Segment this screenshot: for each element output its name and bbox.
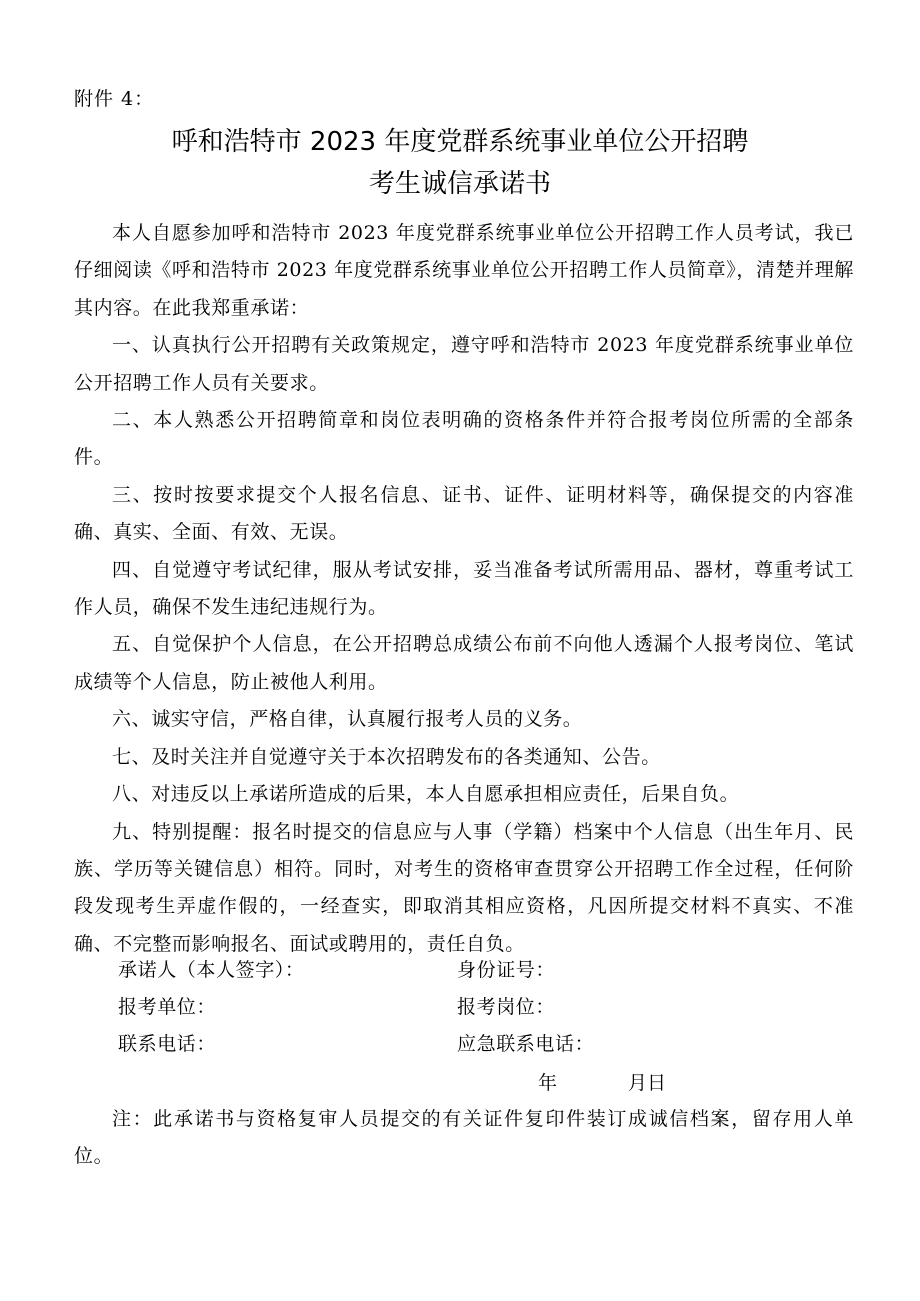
- sign-row-phone: [118, 1031, 818, 1057]
- attachment-label: 附件 4：: [74, 88, 155, 110]
- sign-row-unit: [118, 994, 818, 1020]
- emergency-phone-field-label: 应急联系电话：: [457, 1033, 595, 1055]
- id-number-field-label: 身份证号：: [457, 959, 556, 981]
- commitment-item-4: 四、自觉遵守考试纪律，服从考试安排，妥当准备考试所需用品、器材，尊重考试工作人员，确保不发生违纪违规行为。: [74, 558, 854, 619]
- commitment-item-6: 六、诚实守信，严格自律，认真履行报考人员的义务。: [112, 708, 583, 731]
- intro-paragraph: 本人自愿参加呼和浩特市 2023 年度党群系统事业单位公开招聘工作人员考试，我已仔细阅读《呼和浩特市 2023 年度党群系统事业单位公开招聘工作人员简章》，清楚并理解其内容。在此我郑重承诺：: [74, 222, 854, 319]
- phone-field-label: 联系电话：: [118, 1033, 217, 1055]
- document-title-line-1: 呼和浩特市 2023 年度党群系统事业单位公开招聘: [171, 127, 749, 157]
- note-section: [74, 1101, 854, 1176]
- date-year: 年: [538, 1072, 558, 1094]
- sign-row-signer: [118, 957, 818, 983]
- commitment-item-5: 五、自觉保护个人信息，在公开招聘总成绩公布前不向他人透漏个人报考岗位、笔试成绩等个人信息，防止被他人利用。: [74, 633, 854, 693]
- commitment-item-8: 八、对违反以上承诺所造成的后果，本人自愿承担相应责任，后果自负。: [112, 783, 740, 806]
- date-line: [538, 1070, 666, 1096]
- commitment-item-1: 一、认真执行公开招聘有关政策规定，遵守呼和浩特市 2023 年度党群系统事业单位公开招聘工作人员有关要求。: [74, 334, 854, 394]
- date-month-day: 月日: [628, 1072, 667, 1094]
- commitment-item-3: 三、按时按要求提交个人报名信息、证书、证件、证明材料等，确保提交的内容准确、真实、全面、有效、无误。: [74, 483, 854, 544]
- commitment-item-7: 七、及时关注并自觉遵守关于本次招聘发布的各类通知、公告。: [112, 745, 661, 768]
- note-paragraph: 注：此承诺书与资格复审人员提交的有关证件复印件装订成诚信档案，留存用人单位。: [74, 1108, 854, 1168]
- signer-field-label: 承诺人（本人签字）：: [118, 959, 305, 981]
- commitment-body: [74, 215, 854, 963]
- position-field-label: 报考岗位：: [457, 996, 556, 1018]
- commitment-item-9: 九、特别提醒：报名时提交的信息应与人事（学籍）档案中个人信息（出生年月、民族、学历等关键信息）相符。同时，对考生的资格审查贯穿公开招聘工作全过程，任何阶段发现考生弄虚作假的，一经查实，即取消其相应资格，凡因所提交材料不真实、不准确、不完整而影响报名、面试或聘用的，责任自负。: [74, 820, 854, 955]
- commitment-item-2: 二、本人熟悉公开招聘简章和岗位表明确的资格条件并符合报考岗位所需的全部条件。: [74, 409, 854, 469]
- document-title-line-2: 考生诚信承诺书: [368, 169, 551, 199]
- unit-field-label: 报考单位：: [118, 996, 217, 1018]
